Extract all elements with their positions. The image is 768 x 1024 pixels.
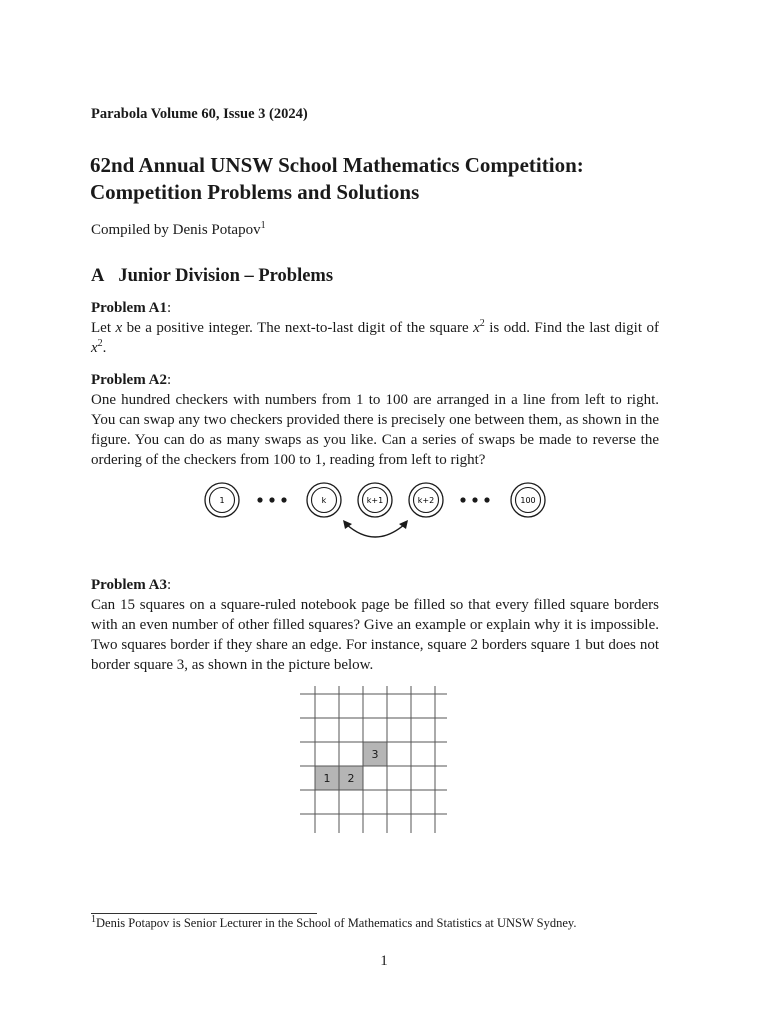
problem-a2-text: One hundred checkers with numbers from 1 to 100 are arranged in a line from left to right. You can swap any two checkers provided there is precisely one between them, as shown in the figure. You can do as many swaps as you like. Can a series of swaps be made to reverse the ordering of the checkers from 100 to 1, reading from left to right? <box>91 392 659 468</box>
square-label-3: 3 <box>371 748 379 761</box>
checker-1 <box>205 483 239 517</box>
problem-a3 <box>91 575 659 675</box>
checkers-figure <box>200 478 560 550</box>
footnote <box>91 913 577 931</box>
problem-a2 <box>91 370 659 470</box>
checker-4 <box>409 483 443 517</box>
grid-figure <box>300 686 450 834</box>
footnote-rule <box>91 913 317 914</box>
square-label-2: 2 <box>347 772 355 785</box>
title-line-1: 62nd Annual UNSW School Mathematics Competition: <box>90 153 584 177</box>
checker-label: k <box>321 496 327 505</box>
square-label-1: 1 <box>323 772 331 785</box>
checker-3 <box>358 483 392 517</box>
checker-label: k+2 <box>417 496 435 505</box>
checker-2 <box>307 483 341 517</box>
paper-title <box>90 152 690 206</box>
section-heading <box>91 266 333 287</box>
ellipsis-dots-right <box>460 497 489 502</box>
title-line-2: Competition Problems and Solutions <box>90 180 420 204</box>
compiled-by <box>91 222 266 239</box>
journal-header: Parabola Volume 60, Issue 3 (2024) <box>91 106 308 122</box>
problem-a3-label: Problem A3: <box>91 577 172 593</box>
footnote-mark: 1 <box>260 220 266 231</box>
problem-a2-label: Problem A2: <box>91 372 172 388</box>
problem-a1-text: Let x be a positive integer. The next-to-last digit of the square $x^2$ is odd. Find the last digit of $x^2$. <box>91 318 659 356</box>
problem-a3-text: Can 15 squares on a square-ruled notebook page be filled so that every filled square borders with an even number of other filled squares? Give an example or explain why it is impossible. Two squares border if they share an edge. For instance, square 2 borders square 1 but does not border square 3, as shown in the picture below. <box>91 597 659 673</box>
page-number: 1 <box>380 953 388 969</box>
footnote-number: 1 <box>91 913 96 925</box>
swap-arrow <box>346 524 405 537</box>
problem-a1-label: Problem A1: <box>91 300 172 316</box>
checker-label: 1 <box>219 496 225 505</box>
compiled-text: Compiled by Denis Potapov <box>91 222 261 238</box>
section-title: Junior Division – Problems <box>118 266 334 286</box>
problem-a1 <box>91 298 659 358</box>
ellipsis-dots-left <box>257 497 286 502</box>
footnote-text: Denis Potapov is Senior Lecturer in the School of Mathematics and Statistics at UNSW Sydney. <box>96 916 577 930</box>
checker-label: 100 <box>520 496 536 505</box>
checker-label: k+1 <box>366 496 384 505</box>
section-number: A <box>91 266 105 286</box>
checker-5 <box>511 483 545 517</box>
